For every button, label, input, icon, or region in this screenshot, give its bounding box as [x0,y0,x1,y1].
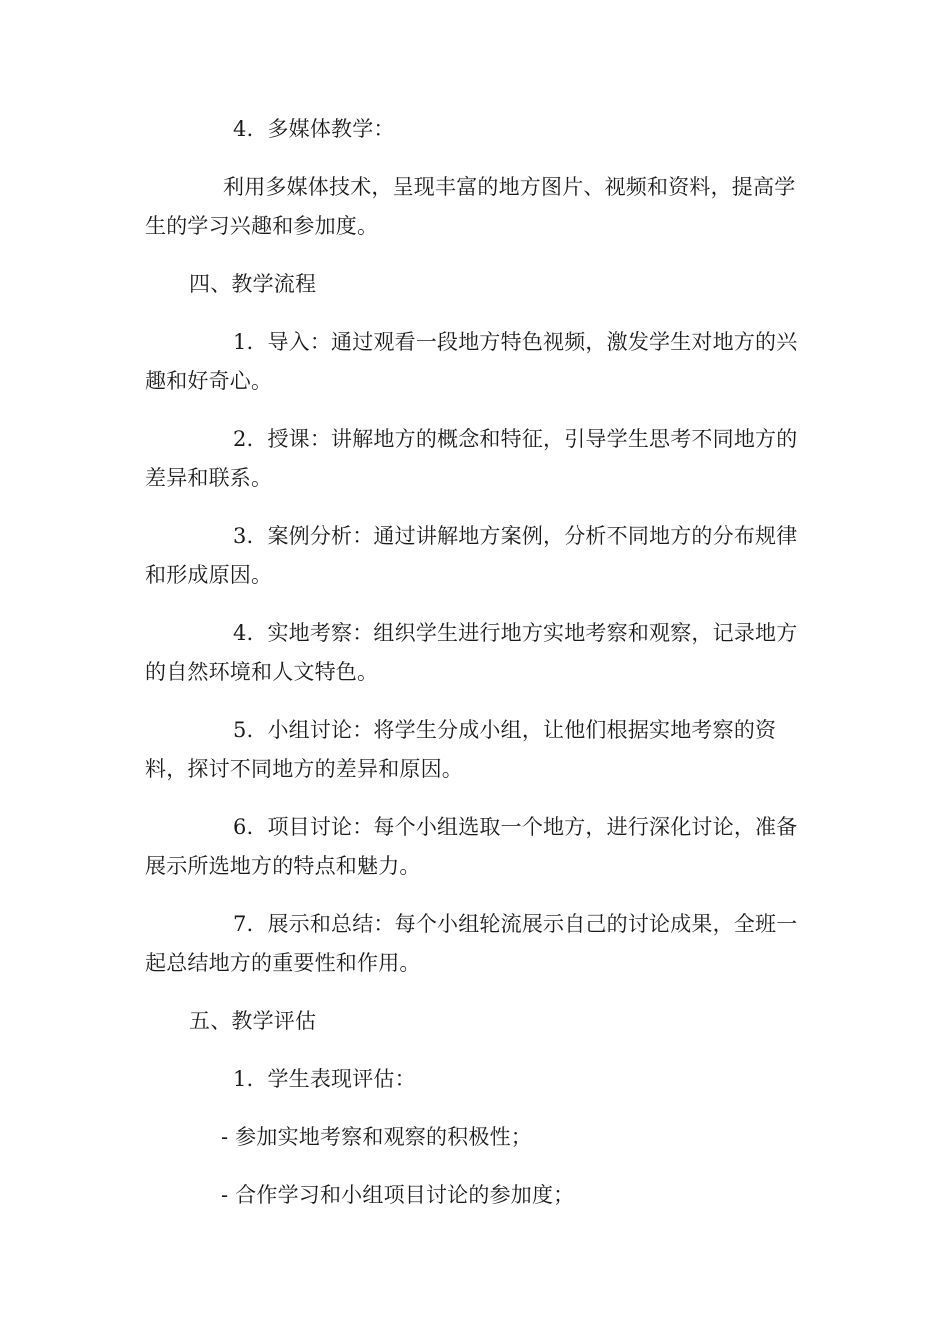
paragraph-text: 授课：讲解地方的概念和特征，引导学生思考不同地方的差异和联系。 [145,427,798,490]
evaluation-item-1 [145,1060,805,1099]
paragraph-text: 小组讨论：将学生分成小组，让他们根据实地考察的资料，探讨不同地方的差异和原因。 [145,718,777,781]
section-heading-evaluation [145,1002,805,1041]
list-number: 3. [233,524,254,548]
paragraph-text: 实地考察：组织学生进行地方实地考察和观察，记录地方的自然环境和人文特色。 [145,621,798,684]
section-heading-process [145,265,805,304]
bullet-text: - 合作学习和小组项目讨论的参加度； [221,1183,575,1207]
paragraph-text: 导入：通过观看一段地方特色视频，激发学生对地方的兴趣和好奇心。 [145,330,798,393]
process-step-1 [145,323,805,401]
evaluation-bullet-2 [145,1176,805,1215]
paragraph-text: 利用多媒体技术，呈现丰富的地方图片、视频和资料，提高学生的学习兴趣和参加度。 [145,175,796,238]
list-number: 7. [233,912,254,936]
evaluation-bullet-1 [145,1118,805,1157]
process-step-6 [145,808,805,886]
list-number: 4. [233,621,254,645]
list-number: 2. [233,427,254,451]
paragraph-text: 项目讨论：每个小组选取一个地方，进行深化讨论，准备展示所选地方的特点和魅力。 [145,815,798,878]
document-body [145,110,805,1234]
bullet-text: - 参加实地考察和观察的积极性； [221,1125,532,1149]
list-number: 1. [233,1067,254,1091]
list-number: 6. [233,815,254,839]
process-step-3 [145,517,805,595]
process-step-4 [145,614,805,692]
list-number: 1. [233,330,254,354]
paragraph-text: 学生表现评估： [267,1067,416,1091]
paragraph-text: 展示和总结：每个小组轮流展示自己的讨论成果，全班一起总结地方的重要性和作用。 [145,912,798,975]
paragraph-text: 案例分析：通过讲解地方案例，分析不同地方的分布规律和形成原因。 [145,524,798,587]
paragraph-text: 多媒体教学： [267,117,395,141]
process-step-7 [145,905,805,983]
paragraph-multimedia-heading [145,110,805,149]
paragraph-multimedia-body [145,168,805,246]
list-number: 4. [233,117,254,141]
process-step-5 [145,711,805,789]
section-heading-text: 四、教学流程 [189,272,317,296]
list-number: 5. [233,718,254,742]
section-heading-text: 五、教学评估 [189,1009,317,1033]
process-step-2 [145,420,805,498]
